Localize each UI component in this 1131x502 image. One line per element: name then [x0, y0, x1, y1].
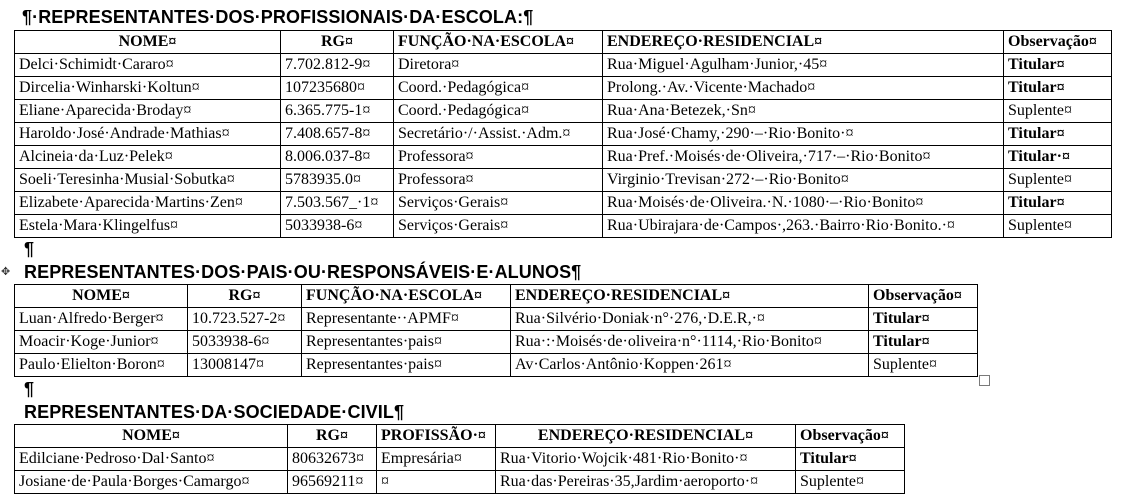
cell-endereco: Prolong.·Av.·Vicente·Machado¤: [603, 77, 1004, 100]
cell-nome: Eliane·Aparecida·Broday¤: [15, 100, 281, 123]
table-row: [15, 448, 905, 471]
header-observacao: Observação¤: [869, 285, 978, 308]
header-rg: RG¤: [281, 31, 394, 54]
cell-funcao: ¤: [377, 471, 496, 494]
paragraph-mark: ¶: [24, 239, 35, 259]
cell-funcao: Serviços·Gerais¤: [394, 215, 603, 238]
table-profissionais: [14, 30, 1112, 238]
cell-observacao: Suplente¤: [1004, 215, 1112, 238]
cell-endereco: Rua·José·Chamy,·290·–·Rio·Bonito·¤: [603, 123, 1004, 146]
cell-observacao: Titular¤: [1004, 77, 1112, 100]
cell-endereco: Rua·:·Moisés·de·oliveira·n°·1114,·Rio·Bonito¤: [511, 331, 869, 354]
cell-endereco: Rua·Ubirajara·de·Campos·,263.·Bairro·Rio·Bonito.·¤: [603, 215, 1004, 238]
cell-funcao: Empresária¤: [377, 448, 496, 471]
cell-observacao: Titular¤: [1004, 192, 1112, 215]
header-observacao: Observação¤: [1004, 31, 1112, 54]
header-nome: NOME¤: [15, 31, 281, 54]
cell-funcao: Representante··APMF¤: [302, 308, 511, 331]
table-resize-handle-icon[interactable]: [979, 375, 990, 386]
cell-nome: Edilciane·Pedroso·Dal·Santo¤: [15, 448, 288, 471]
cell-funcao: Serviços·Gerais¤: [394, 192, 603, 215]
cell-rg: 7.503.567_·1¤: [281, 192, 394, 215]
cell-endereco: Rua·Miguel·Agulham·Junior,·45¤: [603, 54, 1004, 77]
cell-rg: 5033938-6¤: [188, 331, 302, 354]
cell-endereco: Rua·das·Pereiras·35,Jardim·aeroporto·¤: [496, 471, 796, 494]
table-row: [15, 354, 978, 377]
table-row: [15, 331, 978, 354]
table-row: [15, 54, 1112, 77]
header-profissao: PROFISSÃO·¤: [377, 425, 496, 448]
section-heading-sociedade-civil: REPRESENTANTES·DA·SOCIEDADE·CIVIL¶: [24, 402, 405, 422]
cell-nome: Paulo·Elielton·Boron¤: [15, 354, 188, 377]
header-observacao: Observação¤: [796, 425, 905, 448]
cell-endereco: Rua·Pref.·Moisés·de·Oliveira,·717·–·Rio·Bonito¤: [603, 146, 1004, 169]
table-header-row: [15, 31, 1112, 54]
table-header-row: [15, 425, 905, 448]
cell-endereco: Rua·Moisés·de·Oliveira.·N.·1080·–·Rio·Bonito¤: [603, 192, 1004, 215]
table-row: [15, 146, 1112, 169]
cell-observacao: Suplente¤: [796, 471, 905, 494]
cell-observacao: Titular¤: [1004, 54, 1112, 77]
table-sociedade-civil: [14, 424, 905, 494]
cell-observacao: Titular¤: [869, 308, 978, 331]
cell-rg: 10.723.527-2¤: [188, 308, 302, 331]
cell-funcao: Secretário·/·Assist.·Adm.¤: [394, 123, 603, 146]
section-heading-profissionais: ¶·REPRESENTANTES·DOS·PROFISSIONAIS·DA·ESCOLA:¶: [22, 7, 534, 27]
cell-nome: Elizabete·Aparecida·Martins·Zen¤: [15, 192, 281, 215]
cell-rg: 5033938-6¤: [281, 215, 394, 238]
table-row: [15, 215, 1112, 238]
cell-funcao: Coord.·Pedagógica¤: [394, 77, 603, 100]
cell-nome: Haroldo·José·Andrade·Mathias¤: [15, 123, 281, 146]
table-move-handle-icon[interactable]: ✥: [1, 265, 11, 278]
cell-endereco: Rua·Vitorio·Wojcik·481·Rio·Bonito·¤: [496, 448, 796, 471]
table-row: [15, 100, 1112, 123]
cell-funcao: Diretora¤: [394, 54, 603, 77]
table-header-row: [15, 285, 978, 308]
cell-nome: Soeli·Teresinha·Musial·Sobutka¤: [15, 169, 281, 192]
header-endereco: ENDEREÇO·RESIDENCIAL¤: [496, 425, 796, 448]
cell-nome: Estela·Mara·Klingelfus¤: [15, 215, 281, 238]
cell-observacao: Titular¤: [796, 448, 905, 471]
cell-observacao: Titular·¤: [1004, 146, 1112, 169]
cell-rg: 7.702.812-9¤: [281, 54, 394, 77]
table-pais: [14, 284, 978, 377]
cell-rg: 8.006.037-8¤: [281, 146, 394, 169]
cell-rg: 5783935.0¤: [281, 169, 394, 192]
paragraph-mark: ¶: [24, 379, 35, 399]
cell-nome: Josiane·de·Paula·Borges·Camargo¤: [15, 471, 288, 494]
header-funcao: FUNÇÃO·NA·ESCOLA¤: [394, 31, 603, 54]
cell-observacao: Suplente¤: [869, 354, 978, 377]
cell-nome: Dircelia·Winharski·Koltun¤: [15, 77, 281, 100]
cell-rg: 80632673¤: [288, 448, 377, 471]
header-rg: RG¤: [288, 425, 377, 448]
cell-funcao: Professora¤: [394, 169, 603, 192]
cell-funcao: Professora¤: [394, 146, 603, 169]
cell-rg: 13008147¤: [188, 354, 302, 377]
cell-funcao: Coord.·Pedagógica¤: [394, 100, 603, 123]
cell-nome: Moacir·Koge·Junior¤: [15, 331, 188, 354]
table-row: [15, 123, 1112, 146]
cell-observacao: Suplente¤: [1004, 100, 1112, 123]
cell-funcao: Representantes·pais¤: [302, 354, 511, 377]
cell-observacao: Titular¤: [869, 331, 978, 354]
header-endereco: ENDEREÇO·RESIDENCIAL¤: [511, 285, 869, 308]
cell-nome: Delci·Schimidt·Cararo¤: [15, 54, 281, 77]
header-funcao: FUNÇÃO·NA·ESCOLA¤: [302, 285, 511, 308]
cell-endereco: Rua·Silvério·Doniak·n°·276,·D.E.R,·¤: [511, 308, 869, 331]
section-heading-pais: REPRESENTANTES·DOS·PAIS·OU·RESPONSÁVEIS·E·ALUNOS¶: [24, 262, 582, 282]
cell-nome: Alcineia·da·Luz·Pelek¤: [15, 146, 281, 169]
table-row: [15, 308, 978, 331]
cell-rg: 96569211¤: [288, 471, 377, 494]
cell-nome: Luan·Alfredo·Berger¤: [15, 308, 188, 331]
cell-rg: 7.408.657-8¤: [281, 123, 394, 146]
table-row: [15, 77, 1112, 100]
cell-observacao: Titular¤: [1004, 123, 1112, 146]
cell-endereco: Rua·Ana·Betezek,·Sn¤: [603, 100, 1004, 123]
cell-endereco: Virginio·Trevisan·272·–·Rio·Bonito¤: [603, 169, 1004, 192]
cell-rg: 107235680¤: [281, 77, 394, 100]
header-rg: RG¤: [188, 285, 302, 308]
cell-funcao: Representantes·pais¤: [302, 331, 511, 354]
cell-rg: 6.365.775-1¤: [281, 100, 394, 123]
header-endereco: ENDEREÇO·RESIDENCIAL¤: [603, 31, 1004, 54]
cell-endereco: Av·Carlos·Antônio·Koppen·261¤: [511, 354, 869, 377]
header-nome: NOME¤: [15, 285, 188, 308]
table-row: [15, 192, 1112, 215]
table-row: [15, 169, 1112, 192]
cell-observacao: Suplente¤: [1004, 169, 1112, 192]
header-nome: NOME¤: [15, 425, 288, 448]
table-row: [15, 471, 905, 494]
